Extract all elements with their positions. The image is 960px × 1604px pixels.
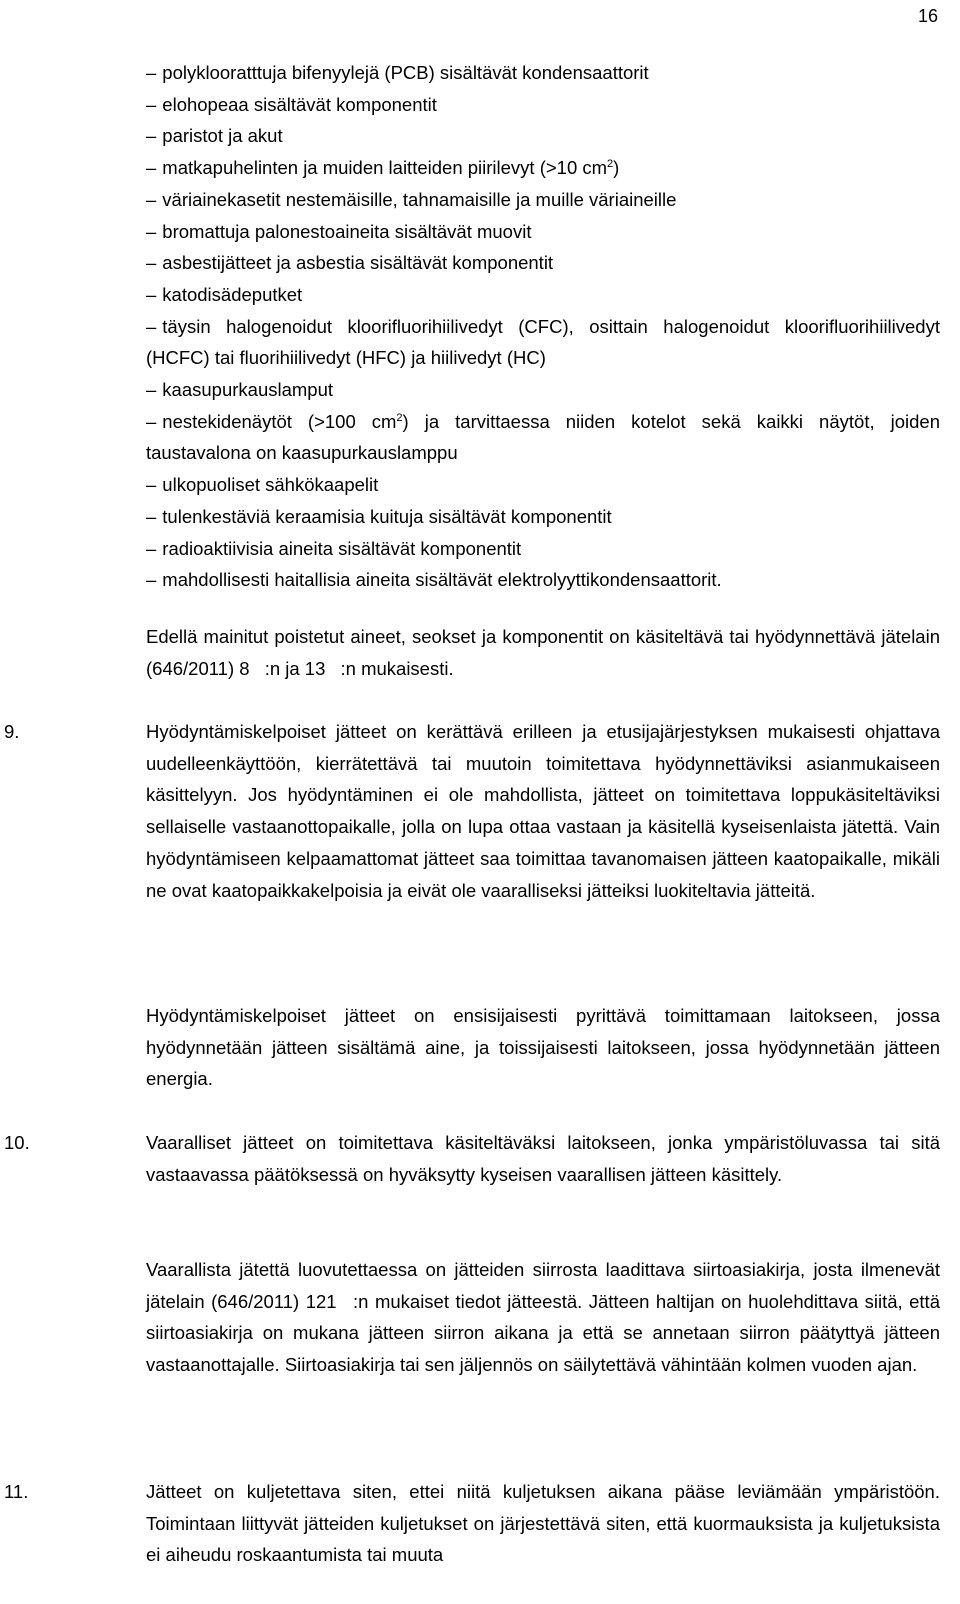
list-item	[146, 247, 940, 279]
dash-bullet	[146, 374, 156, 406]
list-item-text: matkapuhelinten ja muiden laitteiden piirilevyt (>10 cm	[162, 157, 608, 179]
list-item-text: bromattuja palonestoaineita sisältävät muovit	[162, 220, 532, 242]
list-item-text: polyklooratttuja bifenyylejä (PCB) sisältävät kondensaattorit	[162, 62, 649, 83]
list-item	[146, 184, 940, 216]
list-item-text-end: ) ja tarvittaessa niiden kotelot sekä kaikki näytöt, joiden taustavalona on kaasupurkauslamppu	[146, 410, 940, 464]
list-item	[146, 469, 940, 501]
superscript: 2	[396, 411, 403, 424]
list-item-text: väriainekasetit nestemäisille, tahnamaisille ja muille väriaineille	[162, 188, 677, 210]
dash-bullet	[146, 216, 156, 248]
list-item	[146, 311, 940, 374]
list-item-text: elohopeaa sisältävät komponentit	[162, 93, 437, 115]
item-9-paragraph-1: Hyödyntämiskelpoiset jätteet on kerättävä erilleen ja etusijajärjestyksen mukaisesti ohjattava uudelleenkäyttöön, kierrätettävä tai muutoin toimitettava hyödynnettäviksi asianmukaiseen käsittelyyn. Jos hyödyntäminen ei ole mahdollista, jätteet on toimitettava loppukäsiteltäviksi sellaiselle vastaanottopaikalle, jolla on lupa ottaa vastaan ja käsitellä kyseisenlaista jätettä. Vain hyödyntämiseen kelpaamattomat jätteet saa toimittaa tavanomaisen jätteen kaatopaikalle, mikäli ne ovat kaatopaikkakelpoisia ja eivät ole vaaralliseksi jätteiksi luokiteltavia jätteitä.	[146, 721, 940, 901]
paragraph-text: Vaarallista jätettä luovutettaessa on jätteiden siirrosta laadittava siirtoasiakirja, josta ilmenevät jätelain (646/2011) 121	[146, 1259, 940, 1312]
item-number-11: 11.	[4, 1481, 29, 1502]
item-10-paragraph-2	[146, 1254, 940, 1381]
dash-bullet	[146, 152, 156, 184]
list-item	[146, 406, 940, 469]
list-item-text: katodisädeputket	[162, 283, 303, 305]
dash-bullet	[146, 184, 156, 216]
list-item-text: paristot ja akut	[162, 125, 283, 147]
paragraph-text: Edellä mainitut poistetut aineet, seokset ja komponentit on käsiteltävä tai hyödynnettävä jätelain (646/2011) 8	[146, 626, 940, 679]
item-10-paragraph-1: Vaaralliset jätteet on toimitettava käsiteltäväksi laitokseen, jonka ympäristöluvassa tai sitä vastaavassa päätöksessä on hyväksytty kyseisen vaarallisen jätteen käsittely.	[146, 1132, 940, 1185]
list-item	[146, 89, 940, 121]
list-item-text: radioaktiivisia aineita sisältävät komponentit	[162, 537, 522, 559]
list-item-text: tulenkestäviä keraamisia kuituja sisältävät komponentit	[162, 505, 612, 527]
dash-bullet	[146, 89, 156, 121]
list-item-text: asbestijätteet ja asbestia sisältävät komponentit	[162, 252, 554, 274]
list-item-text-end: )	[613, 157, 620, 179]
waste-component-list	[146, 57, 940, 596]
list-item-text: kaasupurkauslamput	[162, 379, 334, 401]
list-item	[146, 501, 940, 533]
dash-bullet	[146, 469, 156, 501]
dash-bullet	[146, 564, 156, 596]
dash-bullet	[146, 311, 156, 343]
dash-bullet	[146, 279, 156, 311]
list-item-text: ulkopuoliset sähkökaapelit	[162, 474, 379, 496]
page-number: 16	[917, 6, 938, 26]
list-item	[146, 374, 940, 406]
superscript: 2	[607, 158, 614, 171]
paragraph-text: :n mukaiset tiedot jätteestä. Jätteen haltijan on huolehdittava siitä, että siirtoasiakirja on mukana jätteen siirron aikana ja että se annetaan siirron päätyttyä jätteen vastaanottajalle. Siirtoasiakirja tai sen jäljennös on säilytettävä vähintään kolmen vuoden ajan.	[146, 1290, 940, 1376]
dash-bullet	[146, 120, 156, 152]
paragraph-text: :n mukaisesti.	[340, 657, 454, 679]
dash-bullet	[146, 57, 156, 89]
after-list-paragraph	[146, 621, 940, 684]
list-item	[146, 120, 940, 152]
dash-bullet	[146, 247, 156, 279]
list-item	[146, 533, 940, 565]
dash-bullet	[146, 533, 156, 565]
item-9-paragraph-2: Hyödyntämiskelpoiset jätteet on ensisijaisesti pyrittävä toimittamaan laitokseen, jossa hyödynnetään jätteen sisältämä aine, ja toissijaisesti laitokseen, jossa hyödynnetään jätteen energia.	[146, 1005, 940, 1090]
list-item	[146, 279, 940, 311]
dash-bullet	[146, 501, 156, 533]
dash-bullet	[146, 406, 156, 438]
item-11-paragraph-1: Jätteet on kuljetettava siten, ettei niitä kuljetuksen aikana pääse leviämään ympäristöön. Toimintaan liittyvät jätteiden kuljetukset on järjestettävä siten, että kuormauksista ja kuljetuksista ei aiheudu roskaantumista tai muuta	[146, 1481, 940, 1566]
paragraph-text: :n ja 13	[264, 657, 331, 679]
list-item	[146, 152, 940, 184]
list-item-text: täysin halogenoidut kloorifluorihiilivedyt (CFC), osittain halogenoidut kloorifluorihiilivedyt (HCFC) tai fluorihiilivedyt (HFC) ja hiilivedyt (HC)	[146, 315, 940, 369]
list-item	[146, 57, 940, 89]
list-item-text: mahdollisesti haitallisia aineita sisältävät elektrolyyttikondensaattorit.	[162, 569, 722, 591]
list-item	[146, 216, 940, 248]
list-item-text: nestekidenäytöt (>100 cm	[162, 410, 397, 432]
item-number-9: 9.	[4, 721, 20, 742]
list-item	[146, 564, 940, 596]
item-number-10: 10.	[4, 1132, 30, 1153]
